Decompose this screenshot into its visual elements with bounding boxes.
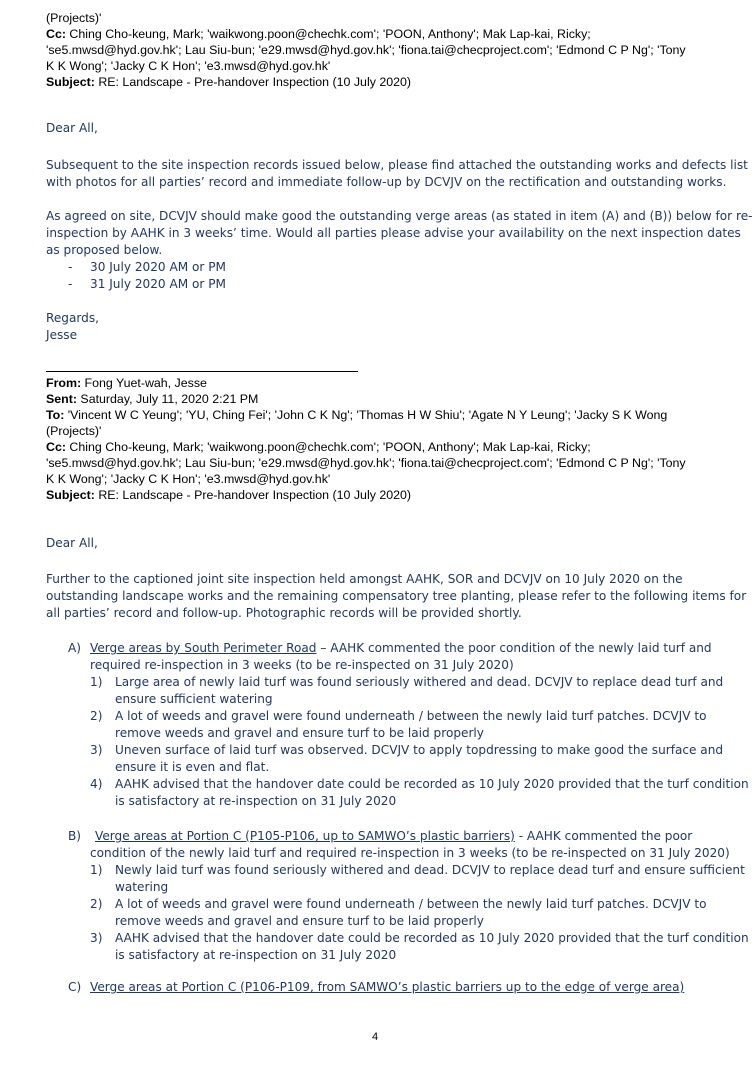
date-option-1: 30 July 2020 AM or PM: [90, 260, 226, 274]
section-a-item4-num: 4): [90, 777, 103, 791]
email2-cc-line3: K K Wong'; 'Jacky C K Hon'; 'e3.mwsd@hyd.gov.hk': [46, 472, 331, 486]
email2-para1-line1: Further to the captioned joint site inspection held amongst AAHK, SOR and DCVJV on 10 July 2020 on the: [46, 572, 683, 586]
email1-to-continued: (Projects)': [46, 11, 102, 25]
email1-regards: Regards,: [46, 311, 99, 325]
email2-para1-line3: all parties’ record and follow-up. Photographic records will be provided shortly.: [46, 606, 522, 620]
section-b-item1-num: 1): [90, 863, 103, 877]
subject-label: Subject:: [46, 488, 95, 502]
section-b-rest: - AAHK commented the poor: [514, 829, 693, 843]
section-a-title: Verge areas by South Perimeter Road: [90, 641, 317, 655]
email1-greeting: Dear All,: [46, 121, 98, 135]
section-a-line1: [90, 640, 712, 657]
email2-cc-line1: [46, 439, 716, 455]
email1-para2-line2: inspection by AAHK in 3 weeks’ time. Would all parties please advise your availability on the next inspection dates: [46, 226, 741, 240]
section-b-item1-line1: Newly laid turf was found seriously withered and dead. DCVJV to replace dead turf and ensure sufficient: [115, 863, 745, 877]
cc-text: Ching Cho-keung, Mark; 'waikwong.poon@chechk.com'; 'POON, Anthony'; Mak Lap-kai, Ricky;: [65, 440, 591, 454]
section-a-line2: required re-inspection in 3 weeks (to be re-inspected on 31 July 2020): [90, 658, 514, 672]
email1-para2-line1: As agreed on site, DCVJV should make good the outstanding verge areas (as stated in item (A) and (B)) below for re-: [46, 209, 753, 223]
section-a-item3-line2: ensure it is even and flat.: [115, 760, 270, 774]
to-label: To:: [46, 408, 65, 422]
email1-subject: [46, 74, 716, 90]
subject-text: RE: Landscape - Pre-handover Inspection (10 July 2020): [94, 75, 412, 89]
sent-label: Sent:: [46, 392, 77, 406]
cc-label: Cc:: [46, 27, 66, 41]
email2-to-line1: [46, 407, 716, 423]
date-option-2: 31 July 2020 AM or PM: [90, 277, 226, 291]
email1-para1-line2: with photos for all parties’ record and immediate follow-up by DCVJV on the rectification and outstanding works.: [46, 175, 727, 189]
section-b-item3-line2: is satisfactory at re-inspection on 31 July 2020: [115, 948, 397, 962]
subject-label: Subject:: [46, 75, 95, 89]
section-a-item4-line2: is satisfactory at re-inspection on 31 July 2020: [115, 794, 397, 808]
email2-cc-line2: 'se5.mwsd@hyd.gov.hk'; Lau Siu-bun; 'e29.mwsd@hyd.gov.hk'; 'fiona.tai@checproject.com'; 'Edmond C P Ng'; 'Tony: [46, 456, 686, 470]
to-text: 'Vincent W C Yeung'; 'YU, Ching Fei'; 'John C K Ng'; 'Thomas H W Shiu'; 'Agate N Y Leung'; 'Jacky S K Wong: [64, 408, 668, 422]
from-label: From:: [46, 376, 82, 390]
email1-cc-line3: K K Wong'; 'Jacky C K Hon'; 'e3.mwsd@hyd.gov.hk': [46, 59, 331, 73]
section-a-item2-line1: A lot of weeds and gravel were found underneath / between the newly laid turf patches. DCVJV to: [115, 709, 707, 723]
email1-para2-line3: as proposed below.: [46, 243, 163, 257]
email2-subject: [46, 487, 716, 503]
section-b-item1-line2: watering: [115, 880, 169, 894]
page-number: 4: [372, 1031, 379, 1043]
sent-text: Saturday, July 11, 2020 2:21 PM: [76, 392, 259, 406]
cc-label: Cc:: [46, 440, 66, 454]
section-c-title: Verge areas at Portion C (P106-P109, from SAMWO’s plastic barriers up to the edge of verge area): [90, 980, 685, 994]
email1-signature: Jesse: [46, 328, 78, 342]
section-a-item2-line2: remove weeds and gravel and ensure turf to be laid properly: [115, 726, 484, 740]
section-a-rest: – AAHK commented the poor condition of the newly laid turf and: [316, 641, 712, 655]
section-a-item3-num: 3): [90, 743, 103, 757]
email2-sent: [46, 391, 716, 407]
section-a-marker: A): [68, 641, 81, 655]
email1-para1-line1: Subsequent to the site inspection records issued below, please find attached the outstanding works and defects list: [46, 158, 748, 172]
email2-para1-line2: outstanding landscape works and the remaining compensatory tree planting, please refer to the following items for: [46, 589, 747, 603]
email2-from: [46, 375, 716, 391]
section-b-marker: B): [68, 829, 82, 843]
section-a-item1-line1: Large area of newly laid turf was found seriously withered and dead. DCVJV to replace dead turf and: [115, 675, 724, 689]
from-text: Fong Yuet-wah, Jesse: [81, 376, 207, 390]
email1-cc-line1: [46, 26, 716, 42]
section-a-item2-num: 2): [90, 709, 103, 723]
email2-greeting: Dear All,: [46, 536, 98, 550]
section-b-item2-line1: A lot of weeds and gravel were found underneath / between the newly laid turf patches. DCVJV to: [115, 897, 707, 911]
section-b-item3-num: 3): [90, 931, 103, 945]
section-b-item3-line1: AAHK advised that the handover date could be recorded as 10 July 2020 provided that the turf condition: [115, 931, 749, 945]
section-b-line1: [95, 828, 692, 845]
section-a-item4-line1: AAHK advised that the handover date could be recorded as 10 July 2020 provided that the turf condition: [115, 777, 749, 791]
section-b-line2: condition of the newly laid turf and required re-inspection in 3 weeks (to be re-inspected on 31 July 2020): [90, 846, 730, 860]
subject-text: RE: Landscape - Pre-handover Inspection (10 July 2020): [94, 488, 412, 502]
email1-cc-line2: 'se5.mwsd@hyd.gov.hk'; Lau Siu-bun; 'e29.mwsd@hyd.gov.hk'; 'fiona.tai@checproject.com'; 'Edmond C P Ng'; 'Tony: [46, 43, 686, 57]
date-option-1-dash: -: [68, 260, 73, 274]
section-a-item1-line2: ensure sufficient watering: [115, 692, 273, 706]
cc-text: Ching Cho-keung, Mark; 'waikwong.poon@chechk.com'; 'POON, Anthony'; Mak Lap-kai, Ricky;: [65, 27, 591, 41]
section-b-item2-num: 2): [90, 897, 103, 911]
email2-to-line2: (Projects)': [46, 424, 102, 438]
section-a-item3-line1: Uneven surface of laid turf was observed. DCVJV to apply topdressing to make good the surface and: [115, 743, 724, 757]
email-separator-rule: [46, 371, 358, 372]
section-a-item1-num: 1): [90, 675, 103, 689]
date-option-2-dash: -: [68, 277, 73, 291]
section-c-marker: C): [68, 980, 82, 994]
section-b-title: Verge areas at Portion C (P105-P106, up to SAMWO’s plastic barriers): [95, 829, 515, 843]
section-b-item2-line2: remove weeds and gravel and ensure turf to be laid properly: [115, 914, 484, 928]
